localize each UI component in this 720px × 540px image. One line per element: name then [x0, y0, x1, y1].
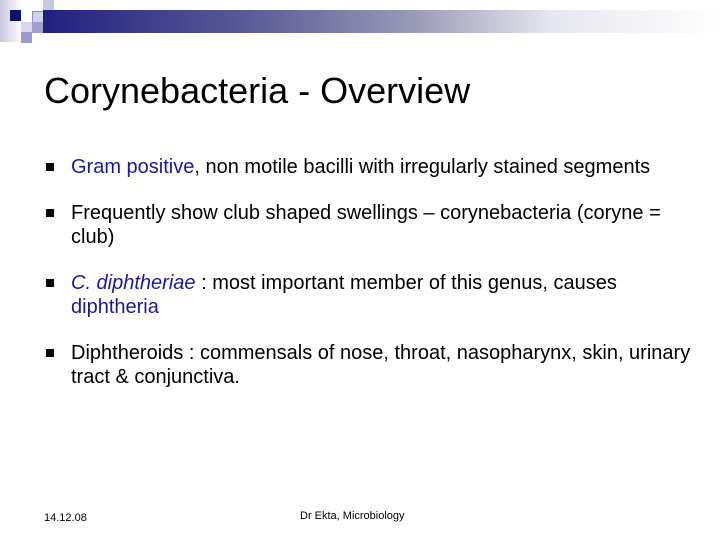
highlight-text: C. diphtheriae — [71, 272, 196, 294]
bullet-item — [44, 341, 694, 389]
highlight-text: diphtheria — [71, 296, 159, 318]
bullet-icon — [46, 163, 54, 171]
bullet-item — [44, 201, 694, 249]
highlight-text: Gram positive — [71, 156, 195, 178]
decor-square — [21, 32, 32, 43]
footer-author: Dr Ekta, Microbiology — [300, 510, 405, 522]
decor-square — [32, 22, 43, 33]
bullet-icon — [46, 349, 54, 357]
slide-title: Corynebacteria - Overview — [44, 70, 471, 111]
bullet-icon — [46, 209, 54, 217]
bullet-item — [44, 271, 694, 319]
decor-square — [0, 0, 22, 42]
bullet-text: Diphtheroids : commensals of nose, throat, nasopharynx, skin, urinary tract & conjunctiva. — [71, 342, 691, 388]
bullet-text: , non motile bacilli with irregularly stained segments — [194, 156, 651, 178]
bullet-item — [44, 155, 694, 179]
bullet-icon — [46, 279, 54, 287]
bullet-list — [44, 155, 694, 411]
bullet-text: : most important member of this genus, causes — [195, 272, 617, 294]
footer-date: 14.12.08 — [44, 512, 87, 524]
decor-square — [10, 10, 21, 21]
bullet-text: Frequently show club shaped swellings – corynebacteria (coryne = club) — [71, 202, 661, 248]
header-bar — [43, 10, 720, 33]
